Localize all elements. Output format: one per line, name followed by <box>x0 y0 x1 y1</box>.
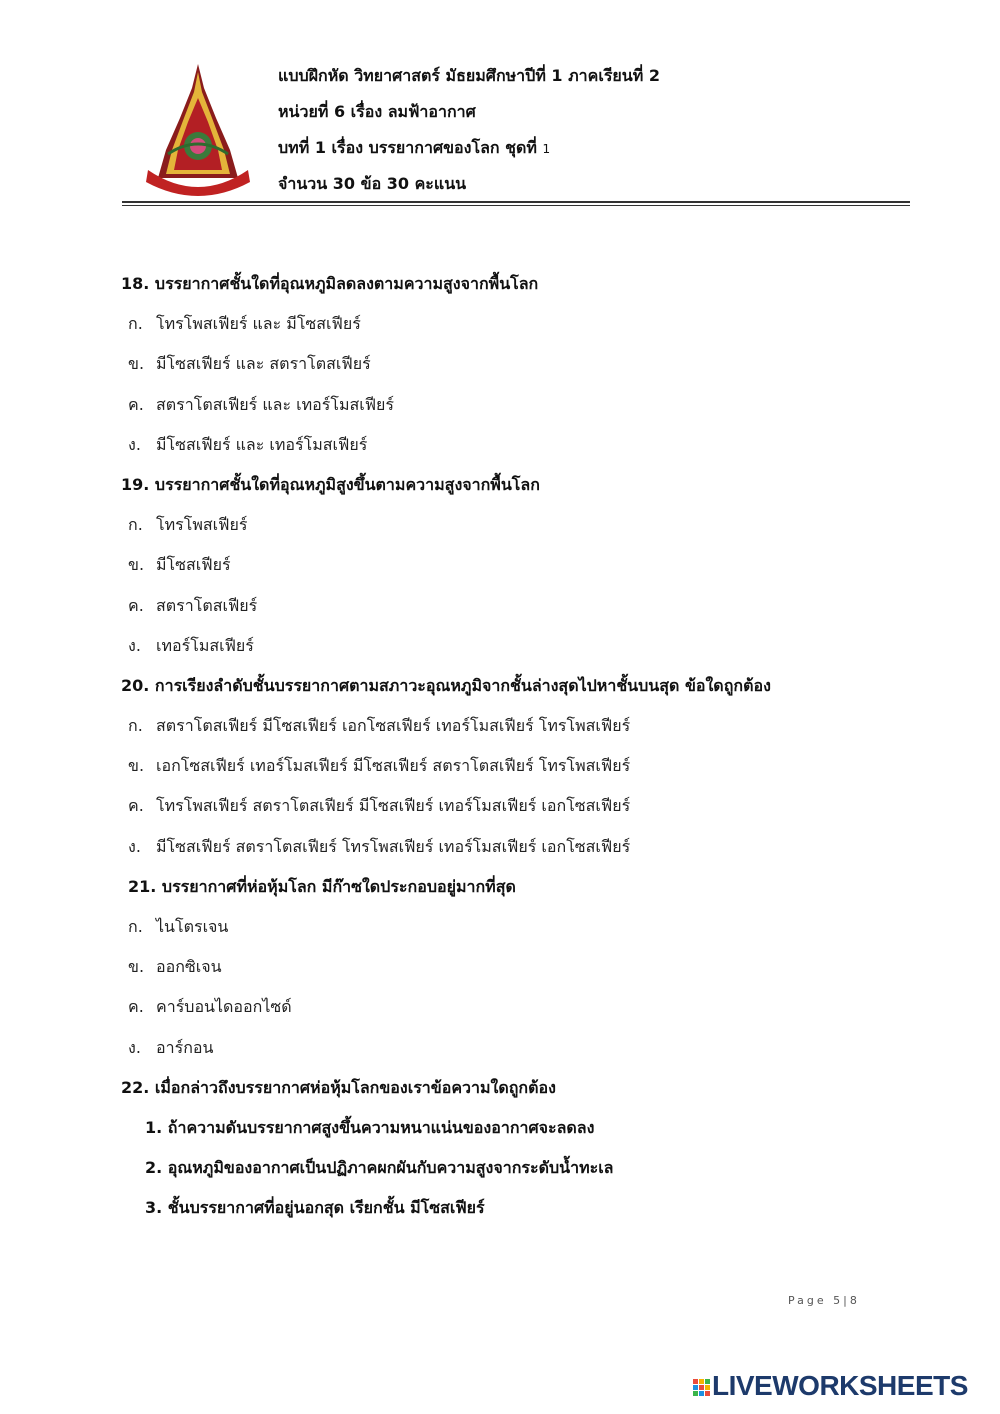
option-21-c[interactable]: ค. คาร์บอนไดออกไซด์ <box>128 997 292 1017</box>
worksheet-title: แบบฝึกหัด วิทยาศาสตร์ มัธยมศึกษาปีที่ 1 ภาคเรียนที่ 2 <box>278 66 660 85</box>
unit-title: หน่วยที่ 6 เรื่อง ลมฟ้าอากาศ <box>278 102 476 121</box>
option-19-d[interactable]: ง. เทอร์โมสเฟียร์ <box>128 635 254 655</box>
question-22: 22. เมื่อกล่าวถึงบรรยากาศห่อหุ้มโลกของเราข้อความใดถูกต้อง <box>121 1077 556 1097</box>
option-20-d[interactable]: ง. มีโซสเฟียร์ สตราโตสเฟียร์ โทรโพสเฟียร์ เทอร์โมสเฟียร์ เอกโซสเฟียร์ <box>128 836 631 856</box>
school-logo-icon <box>138 58 258 198</box>
header-divider-thin <box>122 205 910 206</box>
option-21-d[interactable]: ง. อาร์กอน <box>128 1037 214 1057</box>
option-19-a[interactable]: ก. โทรโพสเฟียร์ <box>128 515 248 535</box>
question-list <box>0 268 1000 1233</box>
option-18-b[interactable]: ข. มีโซสเฟียร์ และ สตราโตสเฟียร์ <box>128 354 371 374</box>
header-divider <box>122 201 910 203</box>
liveworksheets-icon <box>693 1379 711 1399</box>
option-20-a[interactable]: ก. สตราโตสเฟียร์ มีโซสเฟียร์ เอกโซสเฟียร์ เทอร์โมสเฟียร์ โทรโพสเฟียร์ <box>128 716 631 736</box>
question-18: 18. บรรยากาศชั้นใดที่อุณหภูมิลดลงตามความสูงจากพื้นโลก <box>121 274 539 293</box>
option-18-a[interactable]: ก. โทรโพสเฟียร์ และ มีโซสเฟียร์ <box>128 314 361 334</box>
document-header <box>122 50 910 206</box>
statement-22-2: 2. อุณหภูมิของอากาศเป็นปฏิภาคผกผันกับความสูงจากระดับน้ำทะเล <box>145 1158 614 1178</box>
option-21-b[interactable]: ข. ออกซิเจน <box>128 957 222 977</box>
liveworksheets-wordmark: LIVEWORKSHEETS <box>712 1370 968 1401</box>
question-19: 19. บรรยากาศชั้นใดที่อุณหภูมิสูงขึ้นตามความสูงจากพื้นโลก <box>121 474 540 494</box>
question-21: 21. บรรยากาศที่ห่อหุ้มโลก มีก๊าซใดประกอบอยู่มากที่สุด <box>128 876 516 896</box>
option-20-b[interactable]: ข. เอกโซสเฟียร์ เทอร์โมสเฟียร์ มีโซสเฟียร์ สตราโตสเฟียร์ โทรโพสเฟียร์ <box>128 756 631 776</box>
question-20: 20. การเรียงลำดับชั้นบรรยากาศตามสภาวะอุณหภูมิจากชั้นล่างสุดไปหาชั้นบนสุด ข้อใดถูกต้อง <box>121 675 771 695</box>
option-19-c[interactable]: ค. สตราโตสเฟียร์ <box>128 595 258 615</box>
option-20-c[interactable]: ค. โทรโพสเฟียร์ สตราโตสเฟียร์ มีโซสเฟียร์ เทอร์โมสเฟียร์ เอกโซสเฟียร์ <box>128 796 631 816</box>
set-number: 1 <box>542 142 551 156</box>
statement-22-3: 3. ชั้นบรรยากาศที่อยู่นอกสุด เรียกชั้น มีโซสเฟียร์ <box>145 1198 485 1218</box>
option-18-d[interactable]: ง. มีโซสเฟียร์ และ เทอร์โมสเฟียร์ <box>128 434 368 454</box>
option-21-a[interactable]: ก. ไนโตรเจน <box>128 917 229 936</box>
option-18-c[interactable]: ค. สตราโตสเฟียร์ และ เทอร์โมสเฟียร์ <box>128 394 395 414</box>
option-19-b[interactable]: ข. มีโซสเฟียร์ <box>128 555 231 575</box>
page-number: Page 5|8 <box>788 1294 860 1307</box>
lesson-title: บทที่ 1 เรื่อง บรรยากาศของโลก ชุดที่ 1 <box>278 138 551 157</box>
statement-22-1: 1. ถ้าความดันบรรยากาศสูงขึ้นความหนาแน่นของอากาศจะลดลง <box>145 1117 595 1137</box>
question-count: จำนวน 30 ข้อ 30 คะแนน <box>278 174 467 193</box>
